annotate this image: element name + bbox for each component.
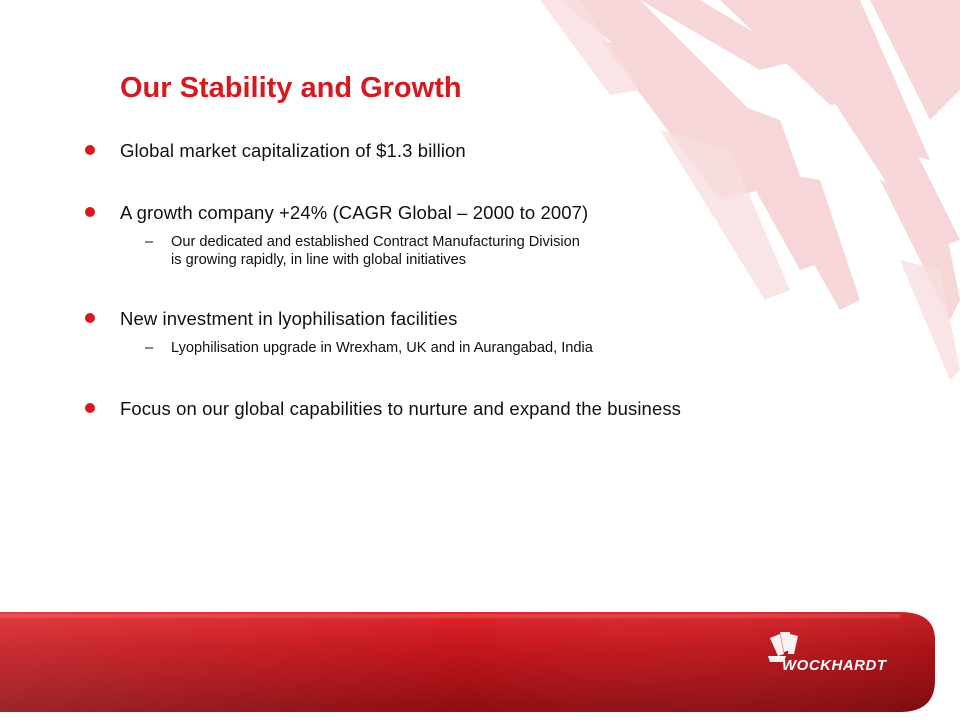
bullet-text: A growth company +24% (CAGR Global – 2000 to 2007) [120, 202, 589, 223]
bullet-text: New investment in lyophilisation facilities [120, 308, 458, 329]
sub-bullet-line: Our dedicated and established Contract Manufacturing Division [171, 234, 580, 250]
bullet-dot [85, 145, 95, 155]
bullet-text: Focus on our global capabilities to nurture and expand the business [120, 398, 682, 419]
footer-band-highlight [0, 614, 900, 618]
wockhardt-logo [766, 632, 896, 680]
bullet-text: Global market capitalization of $1.3 billion [120, 140, 466, 161]
bullet-dot [85, 207, 95, 217]
bullet-dot [85, 403, 95, 413]
bullet-dot [85, 313, 95, 323]
sub-bullet-dash: – [145, 234, 154, 250]
sub-bullet-dash: – [145, 340, 154, 356]
logo-wordmark: WOCKHARDT [782, 657, 887, 674]
sub-bullet-line: is growing rapidly, in line with global initiatives [171, 252, 466, 268]
sub-bullet-line: Lyophilisation upgrade in Wrexham, UK and in Aurangabad, India [171, 340, 593, 356]
slide-title: Our Stability and Growth [120, 72, 462, 104]
